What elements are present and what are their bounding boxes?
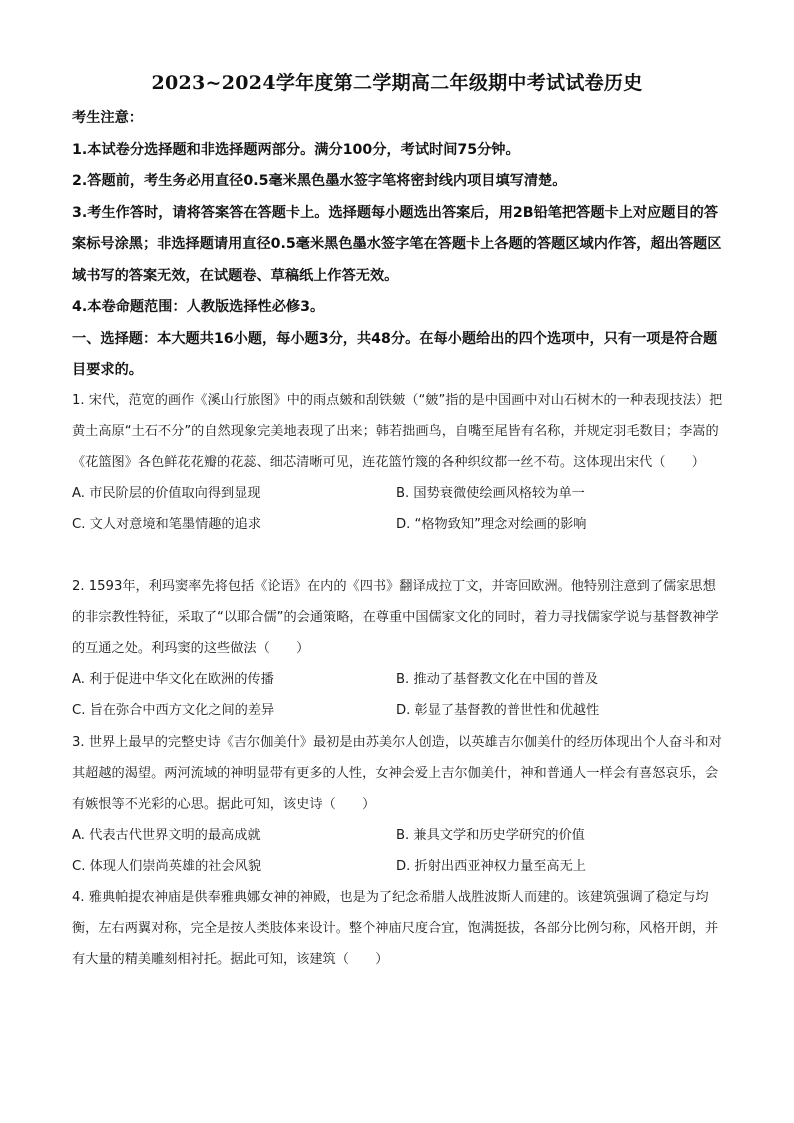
option-a: A. 代表古代世界文明的最高成就 <box>72 828 261 843</box>
exam-notice <box>72 103 724 387</box>
option-d: D. 折射出西亚神权力量至高无上 <box>396 859 586 874</box>
option-b: B. 国势衰微使绘画风格较为单一 <box>396 486 585 501</box>
question-stem: 1. 宋代，范宽的画作《溪山行旅图》中的雨点皴和刮铁皴（“皴”指的是中国画中对山石树木的一种表现技法）把黄土高原“土石不分”的自然现象完美地表现了出来；韩若拙画鸟，自嘴至尾皆有名称，并规定羽毛数目；李嵩的《花篮图》各色鲜花花瓣的花蕊、细芯清晰可见，连花篮竹篾的各种织纹都一丝不苟。这体现出宋代（ ） <box>72 393 723 470</box>
notice-item-2: 2.答题前，考生务必用直径0.5毫米黑色墨水签字笔将密封线内项目填写清楚。 <box>72 173 567 189</box>
question-stem: 4. 雅典帕提农神庙是供奉雅典娜女神的神殿，也是为了纪念希腊人战胜波斯人而建的。该建筑强调了稳定与均衡，左右两翼对称，完全是按人类肢体来设计。整个神庙尺度合宜，饱满挺拔，各部分比例匀称，风格开朗，并有大量的精美雕刻相衬托。据此可知，该建筑（ ） <box>72 890 719 967</box>
option-list <box>72 820 724 882</box>
option-d: D. “格物致知”理念对绘画的影响 <box>396 517 587 532</box>
option-d: D. 彰显了基督教的普世性和优越性 <box>396 703 600 718</box>
option-list <box>72 478 724 540</box>
option-a: A. 市民阶层的价值取向得到显现 <box>72 486 261 501</box>
question-3 <box>72 727 724 882</box>
exam-title: 2023~2024学年度第二学期高二年级期中考试试卷历史 <box>151 72 643 94</box>
notice-item-1: 1.本试卷分选择题和非选择题两部分。满分100分，考试时间75分钟。 <box>72 141 520 158</box>
question-stem: 3. 世界上最早的完整史诗《吉尔伽美什》最初是由苏美尔人创造，以英雄吉尔伽美什的经历体现出个人奋斗和对其超越的渴望。两河流域的神明显带有更多的人性，女神会爱上吉尔伽美什，神和普通人一样会有喜怒哀乐，会有嫉恨等不光彩的心思。据此可知，该史诗（ ） <box>72 735 722 812</box>
option-list <box>72 664 724 726</box>
question-2 <box>72 571 724 726</box>
notice-heading: 考生注意： <box>72 110 143 126</box>
section-heading: 一、选择题：本大题共16小题，每小题3分，共48分。在每小题给出的四个选项中，只有一项是符合题目要求的。 <box>72 330 718 378</box>
option-c: C. 旨在弥合中西方文化之间的差异 <box>72 703 275 718</box>
question-1 <box>72 385 724 540</box>
question-stem: 2. 1593年，利玛窦率先将包括《论语》在内的《四书》翻译成拉丁文，并寄回欧洲。他特别注意到了儒家思想的非宗教性特征，采取了“以耶合儒”的会通策略，在尊重中国儒家文化的同时，着力寻找儒家学说与基督教神学的互通之处。利玛窦的这些做法（ ） <box>72 579 719 656</box>
option-a: A. 利于促进中华文化在欧洲的传播 <box>72 672 274 687</box>
option-c: C. 文人对意境和笔墨情趣的追求 <box>72 517 262 532</box>
notice-item-4: 4.本卷命题范围：人教版选择性必修3。 <box>72 299 325 315</box>
notice-item-3: 3.考生作答时，请将答案答在答题卡上。选择题每小题选出答案后，用2B铅笔把答题卡上对应题目的答案标号涂黑；非选择题请用直径0.5毫米黑色墨水签字笔在答题卡上各题的答题区域内作答，超出答题区域书写的答案无效，在试题卷、草稿纸上作答无效。 <box>72 204 722 284</box>
question-4 <box>72 882 724 975</box>
option-b: B. 推动了基督教文化在中国的普及 <box>396 672 599 687</box>
option-c: C. 体现人们崇尚英雄的社会风貌 <box>72 859 262 874</box>
option-b: B. 兼具文学和历史学研究的价值 <box>396 828 585 843</box>
